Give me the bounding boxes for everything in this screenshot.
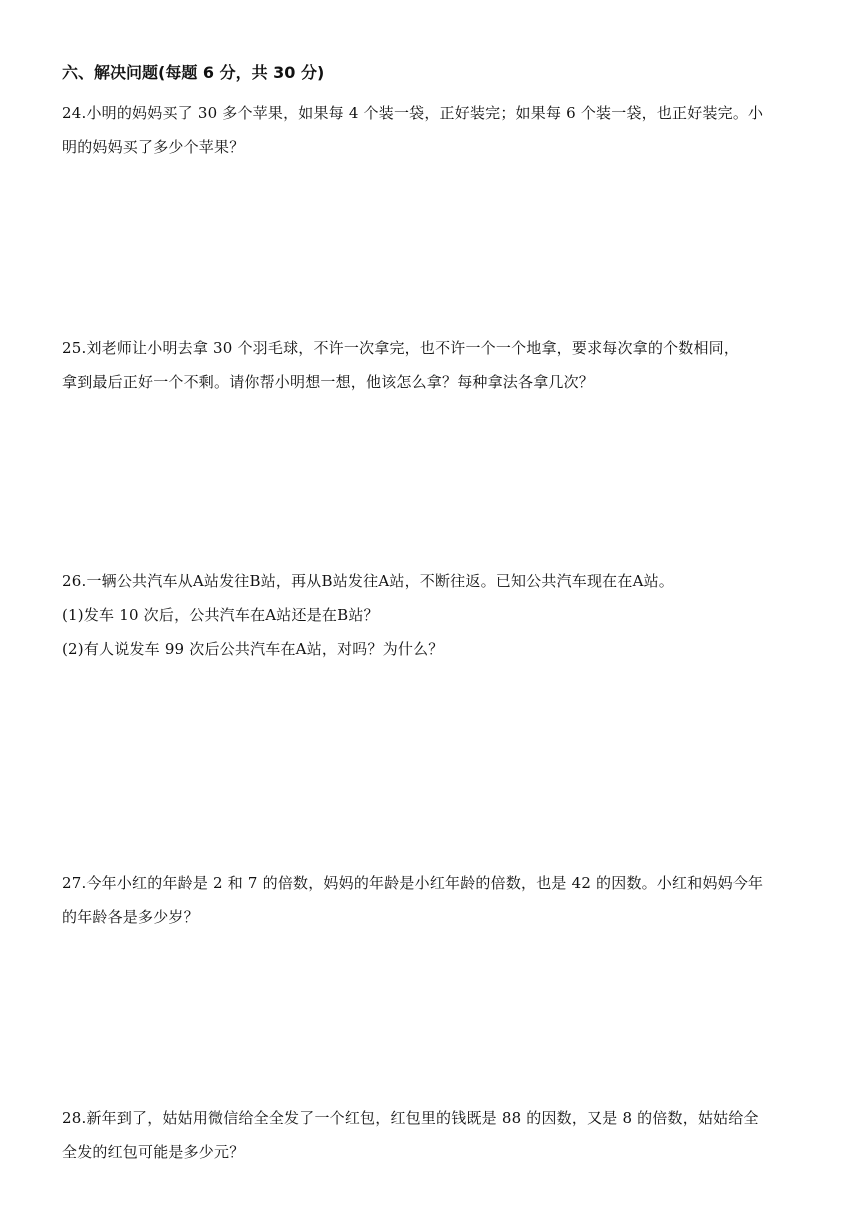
question-24 [62,102,834,158]
question-line: 26.一辆公共汽车从A站发往B站，再从B站发往A站，不断往返。已知公共汽车现在在A站。 [62,572,675,590]
question-line: 的年龄各是多少岁？ [62,908,199,926]
question-sub-1: (1)发车 10 次后，公共汽车在A站还是在B站？ [62,606,379,624]
question-25 [62,337,834,393]
question-27 [62,872,834,928]
section-title: 六、解决问题(每题 6 分，共 30 分) [62,63,325,82]
question-26 [62,570,834,660]
question-line: 27.今年小红的年龄是 2 和 7 的倍数，妈妈的年龄是小红年龄的倍数，也是 42 的因数。小红和妈妈今年 [62,874,764,892]
question-line: 25.刘老师让小明去拿 30 个羽毛球，不许一次拿完，也不许一个一个地拿，要求每次拿的个数相同， [62,339,740,357]
question-line: 28.新年到了，姑姑用微信给全全发了一个红包，红包里的钱既是 88 的因数，又是 8 的倍数，姑姑给全 [62,1109,759,1127]
question-line: 拿到最后正好一个不剩。请你帮小明想一想，他该怎么拿？每种拿法各拿几次？ [62,373,595,391]
question-line: 24.小明的妈妈买了 30 多个苹果，如果每 4 个装一袋，正好装完；如果每 6 个装一袋，也正好装完。小 [62,104,764,122]
question-line: 全发的红包可能是多少元？ [62,1143,245,1161]
question-28 [62,1107,834,1163]
question-sub-2: (2)有人说发车 99 次后公共汽车在A站，对吗？为什么？ [62,640,444,658]
question-line: 明的妈妈买了多少个苹果？ [62,138,245,156]
